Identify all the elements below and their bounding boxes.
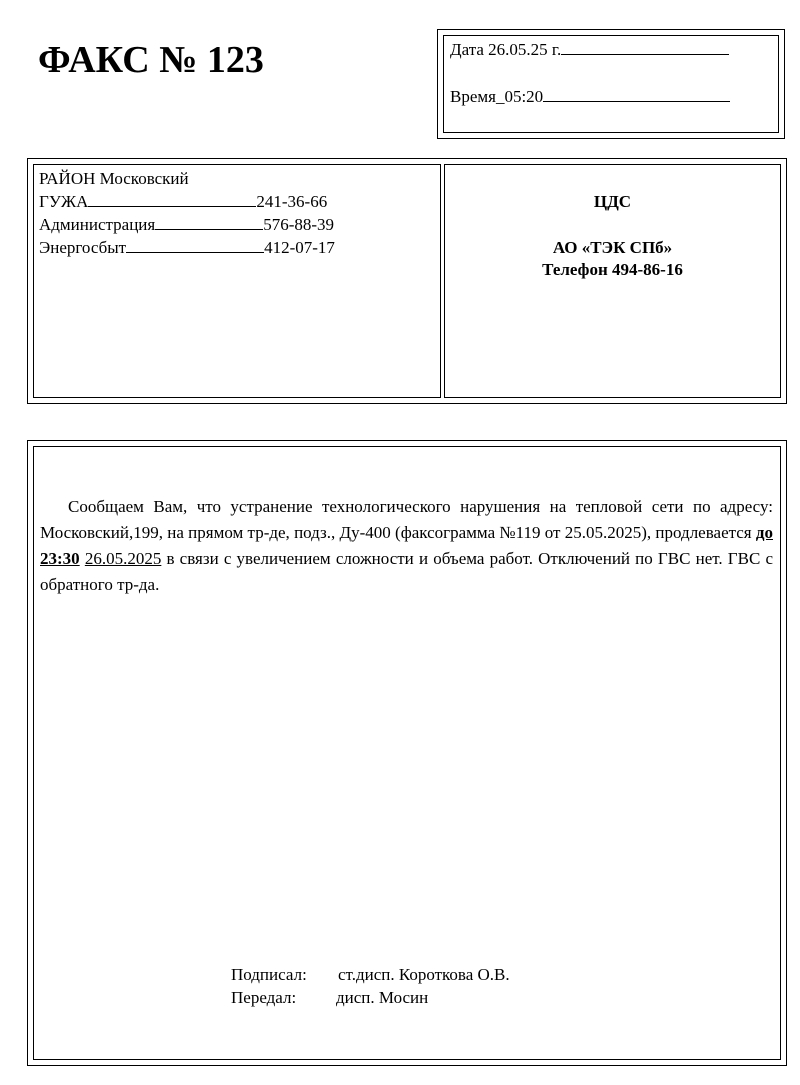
deadline-time: до 23:30 [40, 523, 773, 568]
message-part1: Сообщаем Вам, что устранение технологического нарушения на тепловой сети по адресу: Московский,199, на прямом тр-де, подз., Ду-400 (факсограмма №119 от 25.05.2025), продлевается [40, 497, 773, 542]
date-row [450, 40, 729, 60]
date-label: Дата 26.05.25 г. [450, 40, 562, 59]
contact-phone: 576-88-39 [263, 215, 335, 234]
time-underline [543, 100, 730, 102]
fax-title: ФАКС № 123 [38, 39, 264, 81]
contact-name: ГУЖА [39, 192, 89, 211]
sent-label: Передал: [231, 988, 297, 1007]
message-part2: в связи с увеличением сложности и объема работ. Отключений по ГВС нет. ГВС с обратного тр-да. [40, 549, 774, 594]
date-underline [561, 53, 729, 55]
contact-row [39, 237, 335, 259]
district-line: РАЙОН Московский [39, 169, 189, 188]
sent-name: дисп. Мосин [336, 988, 429, 1007]
signed-name: ст.дисп. Короткова О.В. [338, 965, 510, 984]
signed-label: Подписал: [231, 965, 307, 984]
recipient-phone: Телефон 494-86-16 [542, 260, 683, 279]
message-body [40, 494, 773, 598]
contact-phone: 241-36-66 [256, 192, 328, 211]
time-row [450, 87, 730, 107]
contact-underline [126, 251, 264, 253]
contact-underline [155, 228, 263, 230]
contact-row [39, 191, 327, 213]
contact-name: Энергосбыт [39, 238, 127, 257]
recipient-org: АО «ТЭК СПб» [552, 238, 673, 257]
contact-name: Администрация [39, 215, 156, 234]
contact-phone: 412-07-17 [264, 238, 335, 257]
time-label: Время_05:20 [450, 87, 544, 106]
contact-underline [88, 205, 256, 207]
deadline-date: 26.05.2025 [84, 549, 162, 568]
recipient-dept: ЦДС [593, 192, 632, 211]
contact-row [39, 214, 334, 236]
